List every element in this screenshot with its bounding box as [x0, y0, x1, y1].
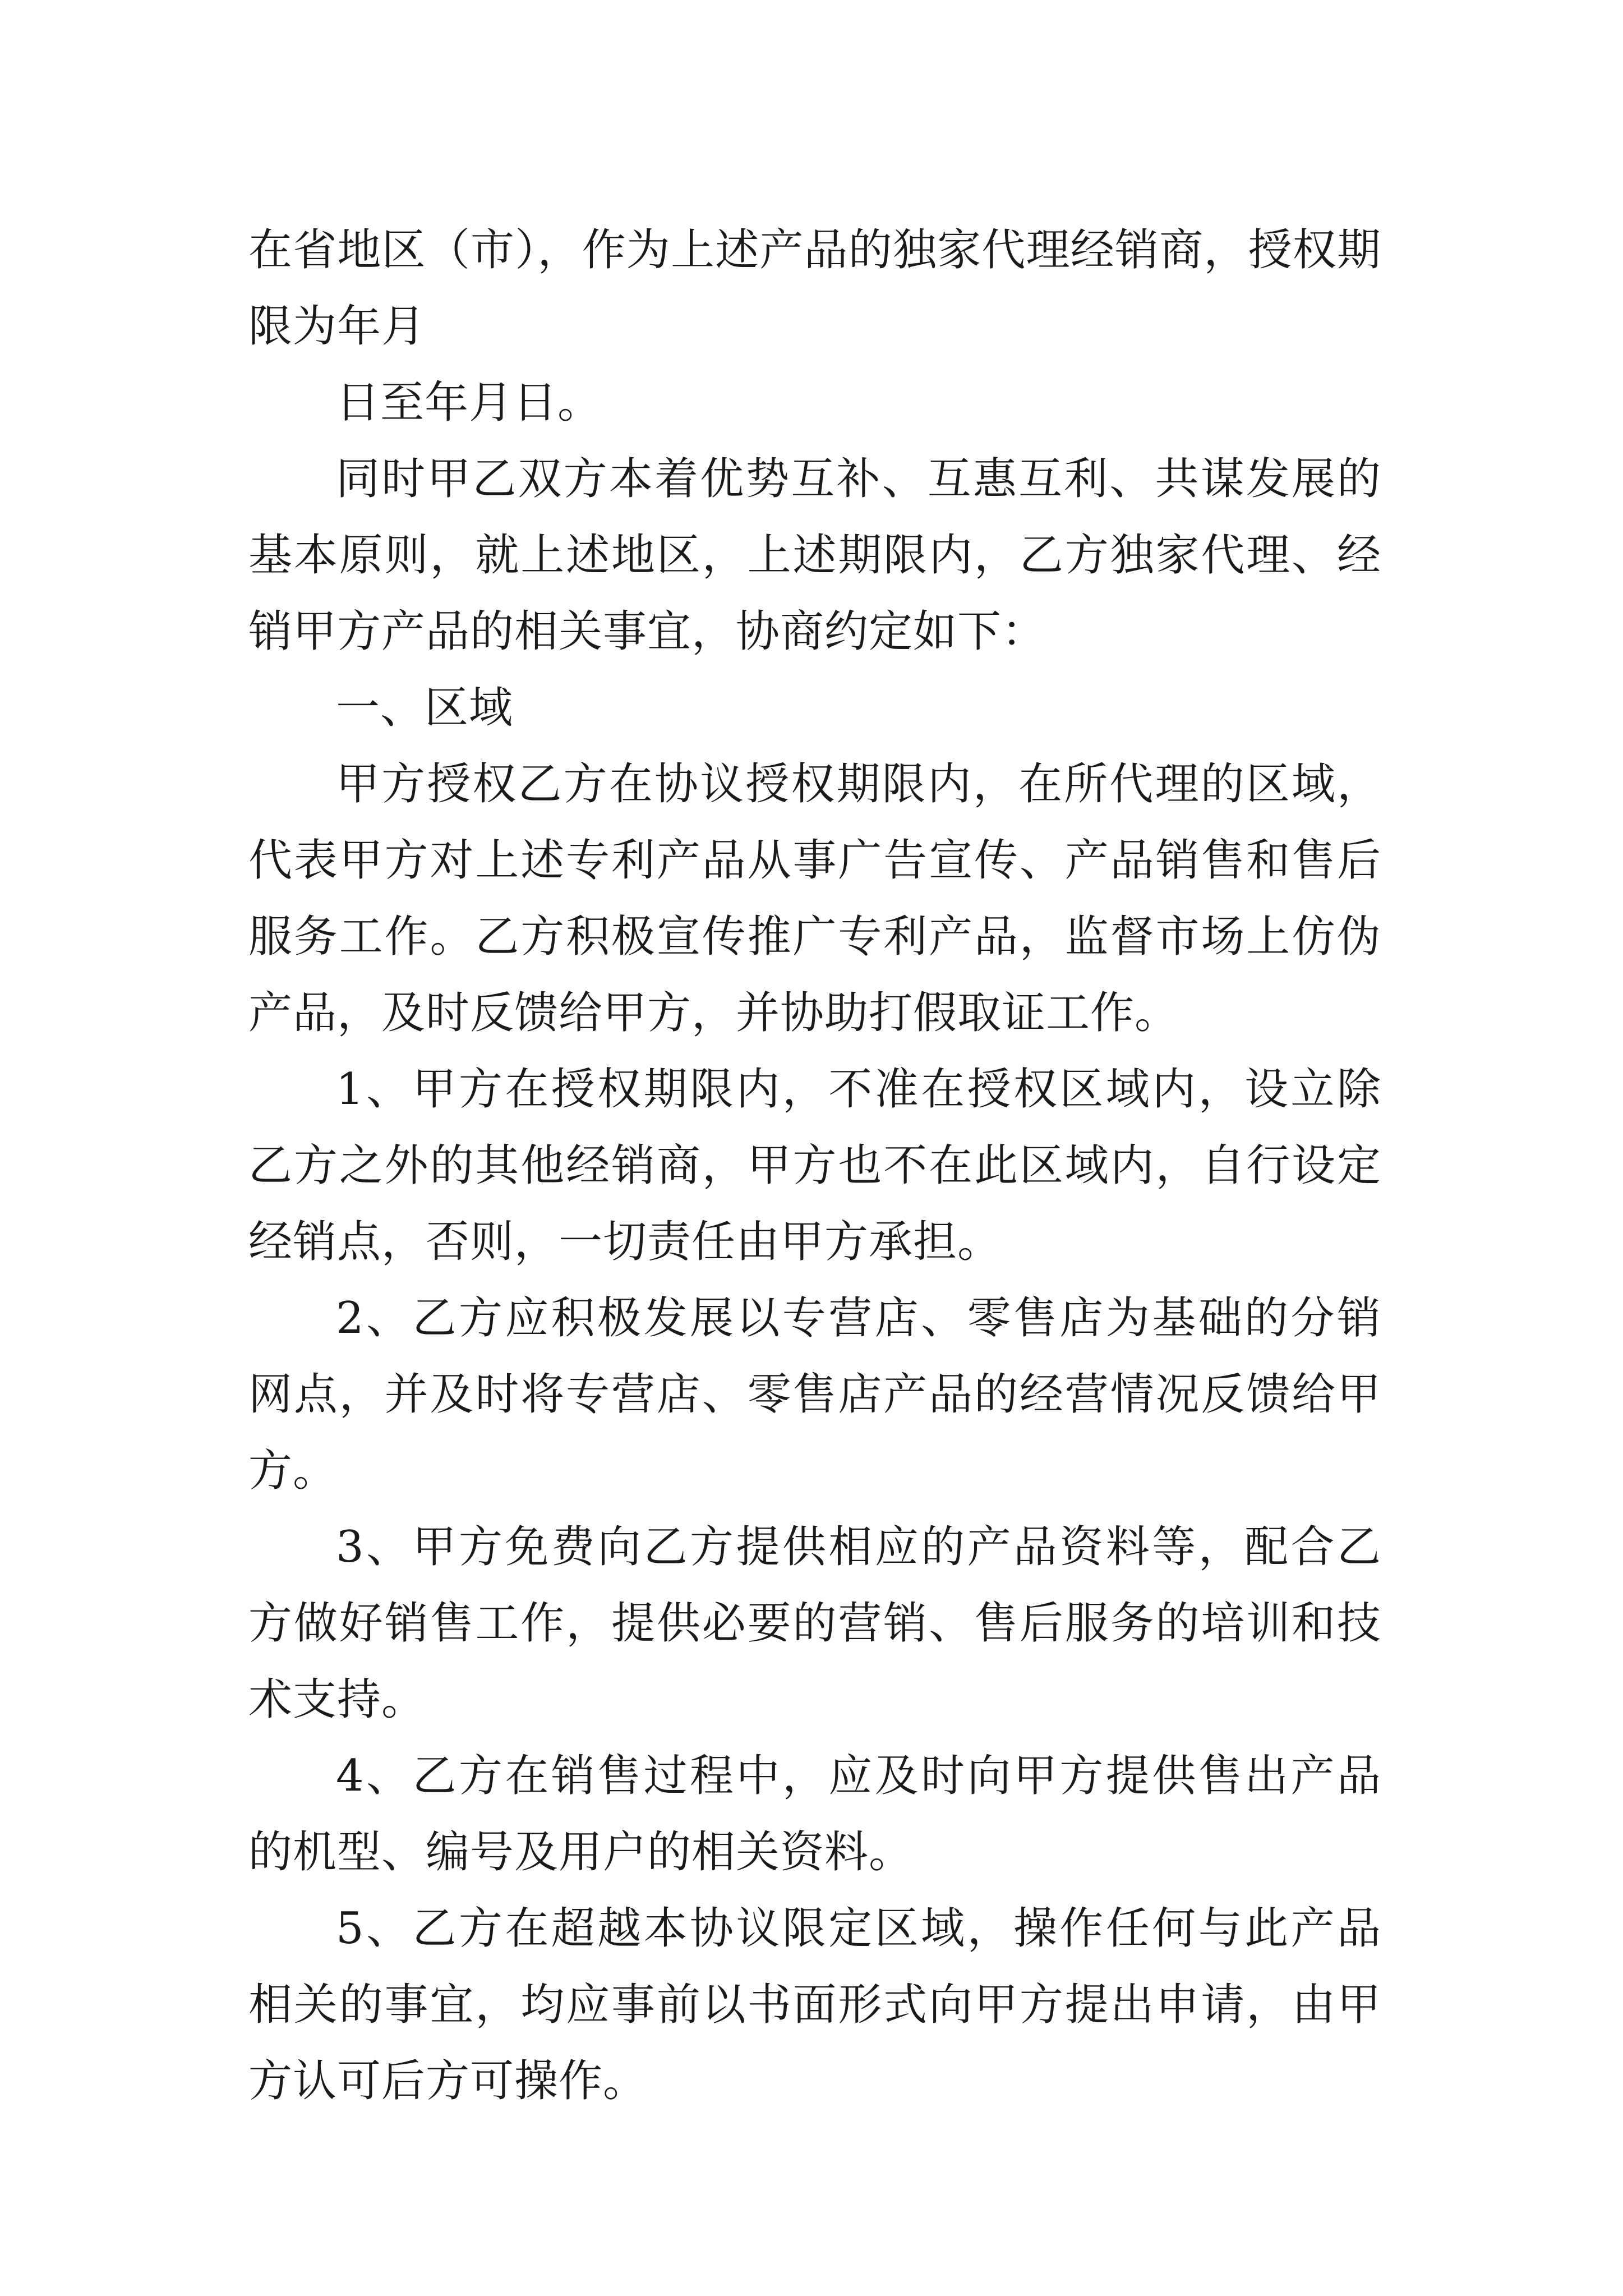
paragraph-region-term: 在省地区（市），作为上述产品的独家代理经销商，授权期限为年月 — [248, 225, 1381, 352]
paragraph-term-end: 日至年月日。 — [336, 378, 602, 428]
clause-2: 2、乙方应积极发展以专营店、零售店为基础的分销网点，并及时将专营店、零售店产品的经营情况反馈给甲方。 — [248, 1293, 1381, 1496]
clause-1: 1、甲方在授权期限内，不准在授权区域内，设立除乙方之外的其他经销商，甲方也不在此区域内，自行设定经销点，否则，一切责任由甲方承担。 — [248, 1064, 1381, 1267]
clause-3: 3、甲方免费向乙方提供相应的产品资料等，配合乙方做好销售工作，提供必要的营销、售后服务的培训和技术支持。 — [248, 1522, 1381, 1725]
paragraph-authorization: 甲方授权乙方在协议授权期限内，在所代理的区域，代表甲方对上述专利产品从事广告宣传、产品销售和售后服务工作。乙方积极宣传推广专利产品，监督市场上仿伪产品，及时反馈给甲方，并协助打假取证工作。 — [248, 759, 1381, 1038]
document-body — [248, 212, 1381, 2119]
section-heading-region: 一、区域 — [336, 683, 514, 733]
clause-4: 4、乙方在销售过程中，应及时向甲方提供售出产品的机型、编号及用户的相关资料。 — [248, 1751, 1381, 1878]
paragraph-principles: 同时甲乙双方本着优势互补、互惠互利、共谋发展的基本原则，就上述地区，上述期限内，乙方独家代理、经销甲方产品的相关事宜，协商约定如下： — [248, 454, 1381, 657]
clause-5: 5、乙方在超越本协议限定区域，操作任何与此产品相关的事宜，均应事前以书面形式向甲方提出申请，由甲方认可后方可操作。 — [248, 1903, 1381, 2106]
